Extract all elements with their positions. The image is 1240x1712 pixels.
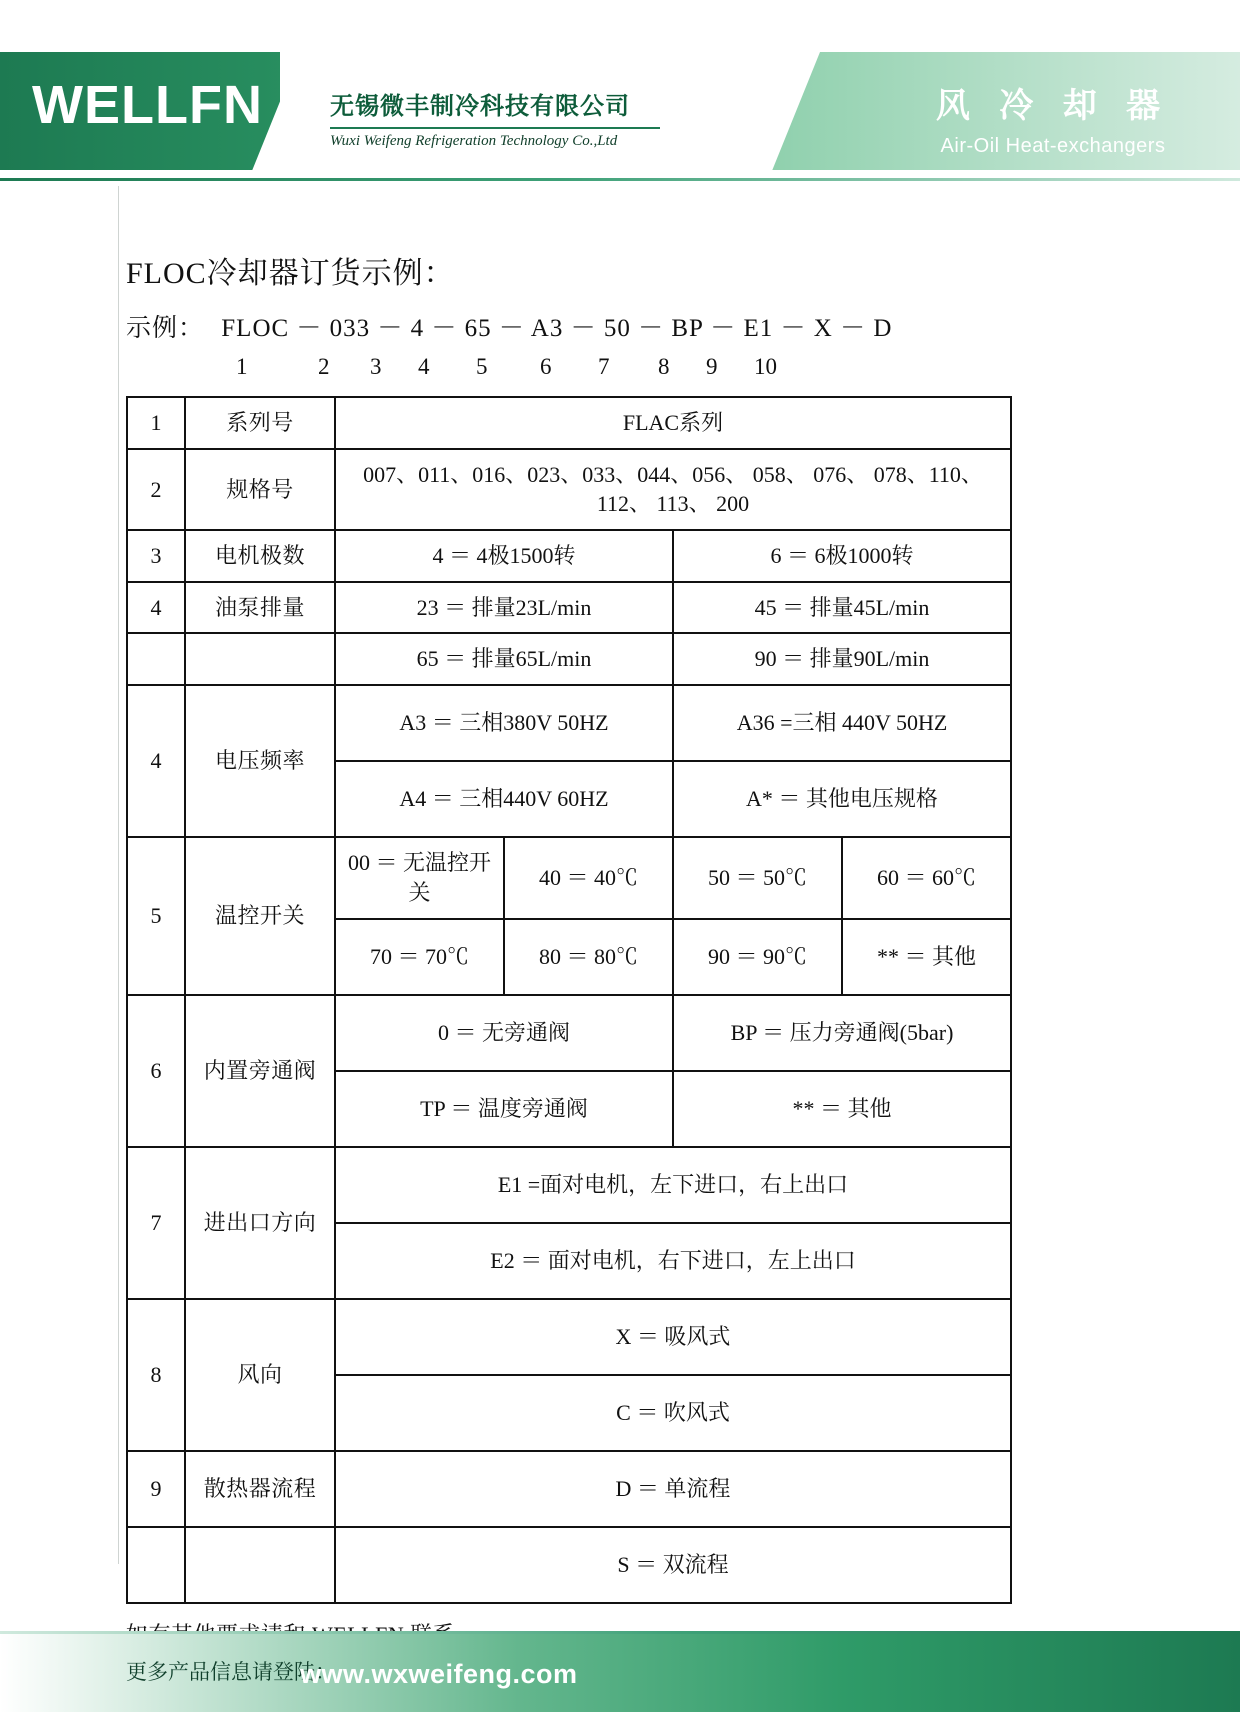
index-number-5: 5 [476, 354, 488, 379]
row-value: ** ＝ 其他 [842, 919, 1011, 995]
table-row [127, 397, 1011, 449]
row-value: 0 ＝ 无旁通阀 [335, 995, 673, 1071]
table-row [127, 1527, 1011, 1603]
row-value: FLAC系列 [335, 397, 1011, 449]
row-value: 70 ＝ 70℃ [335, 919, 504, 995]
table-row [127, 837, 1011, 918]
row-value: 90 ＝ 90℃ [673, 919, 842, 995]
row-value: A3 ＝ 三相380V 50HZ [335, 685, 673, 761]
row-value: 45 ＝ 排量45L/min [673, 582, 1011, 634]
row-label: 电机极数 [185, 530, 335, 582]
footer-website-link[interactable]: www.wxweifeng.com [300, 1659, 578, 1689]
row-label: 油泵排量 [185, 582, 335, 634]
page-header [0, 0, 1240, 186]
table-row [127, 1147, 1011, 1223]
index-number-9: 9 [706, 354, 718, 379]
row-label: 系列号 [185, 397, 335, 449]
table-row [127, 685, 1011, 761]
header-bottom-rule [0, 178, 1240, 181]
row-label: 内置旁通阀 [185, 995, 335, 1147]
table-row [127, 1299, 1011, 1375]
index-number-8: 8 [658, 354, 670, 379]
row-value: 007、011、016、023、033、044、056、 058、 076、 078、110、 112、 113、 200 [335, 449, 1011, 530]
index-number-2: 2 [318, 354, 330, 379]
row-label: 散热器流程 [185, 1451, 335, 1527]
index-number-1: 1 [236, 354, 248, 379]
row-value: TP ＝ 温度旁通阀 [335, 1071, 673, 1147]
product-title-en: Air-Oil Heat-exchangers [940, 135, 1166, 157]
row-label [185, 633, 335, 685]
order-example-line [126, 308, 1240, 344]
row-index: 3 [127, 530, 185, 582]
index-number-row [126, 354, 1240, 382]
row-index: 5 [127, 837, 185, 994]
row-value: C ＝ 吹风式 [335, 1375, 1011, 1451]
row-value: 65 ＝ 排量65L/min [335, 633, 673, 685]
product-title-cn: 风 冷 却 器 [935, 87, 1171, 125]
brand-logo: WELLFN [32, 75, 263, 135]
footer-note: 更多产品信息请登陆： [126, 1661, 336, 1684]
page-footer [0, 1604, 1240, 1712]
row-value: 90 ＝ 排量90L/min [673, 633, 1011, 685]
row-value: A* ＝ 其他电压规格 [673, 761, 1011, 837]
row-value: 80 ＝ 80℃ [504, 919, 673, 995]
index-number-6: 6 [540, 354, 552, 379]
company-block [330, 86, 690, 150]
product-title-block [888, 78, 1218, 158]
row-index: 1 [127, 397, 185, 449]
row-value: E1 =面对电机，左下进口，右上出口 [335, 1147, 1011, 1223]
row-value: 6 ＝ 6极1000转 [673, 530, 1011, 582]
row-value: 4 ＝ 4极1500转 [335, 530, 673, 582]
row-index: 9 [127, 1451, 185, 1527]
index-number-3: 3 [370, 354, 382, 379]
company-divider [330, 127, 660, 129]
row-value: 60 ＝ 60℃ [842, 837, 1011, 918]
row-value: 23 ＝ 排量23L/min [335, 582, 673, 634]
row-value: S ＝ 双流程 [335, 1527, 1011, 1603]
company-name-cn: 无锡微丰制冷科技有限公司 [330, 93, 630, 120]
row-value: X ＝ 吸风式 [335, 1299, 1011, 1375]
table-row [127, 995, 1011, 1071]
table-row [127, 530, 1011, 582]
row-label: 电压频率 [185, 685, 335, 837]
row-value: 50 ＝ 50℃ [673, 837, 842, 918]
row-value: 40 ＝ 40℃ [504, 837, 673, 918]
row-index: 2 [127, 449, 185, 530]
row-label: 进出口方向 [185, 1147, 335, 1299]
row-index [127, 1527, 185, 1603]
table-row [127, 1451, 1011, 1527]
row-value: 00 ＝ 无温控开关 [335, 837, 504, 918]
row-value: D ＝ 单流程 [335, 1451, 1011, 1527]
row-index: 7 [127, 1147, 185, 1299]
row-value: A36 =三相 440V 50HZ [673, 685, 1011, 761]
example-code: FLOC － 033 － 4 － 65 － A3 － 50 － BP － E1 － X － D [221, 315, 893, 342]
example-label: 示例： [126, 315, 205, 342]
row-value: ** ＝ 其他 [673, 1071, 1011, 1147]
table-row [127, 582, 1011, 634]
index-number-7: 7 [598, 354, 610, 379]
table-row [127, 633, 1011, 685]
company-name-en: Wuxi Weifeng Refrigeration Technology Co.,Ltd [330, 133, 618, 149]
page-title: FLOC冷却器订货示例： [126, 257, 455, 290]
page-content [0, 186, 1240, 1649]
row-value: BP ＝ 压力旁通阀(5bar) [673, 995, 1011, 1071]
row-index: 4 [127, 685, 185, 837]
row-label: 风向 [185, 1299, 335, 1451]
row-label: 温控开关 [185, 837, 335, 994]
index-number-4: 4 [418, 354, 430, 379]
row-index: 4 [127, 582, 185, 634]
order-code-table [126, 396, 1012, 1604]
row-index: 6 [127, 995, 185, 1147]
row-index: 8 [127, 1299, 185, 1451]
row-value: E2 ＝ 面对电机，右下进口，左上出口 [335, 1223, 1011, 1299]
row-label: 规格号 [185, 449, 335, 530]
row-label [185, 1527, 335, 1603]
row-value: A4 ＝ 三相440V 60HZ [335, 761, 673, 837]
index-number-10: 10 [754, 354, 777, 379]
table-row [127, 449, 1011, 530]
row-index [127, 633, 185, 685]
